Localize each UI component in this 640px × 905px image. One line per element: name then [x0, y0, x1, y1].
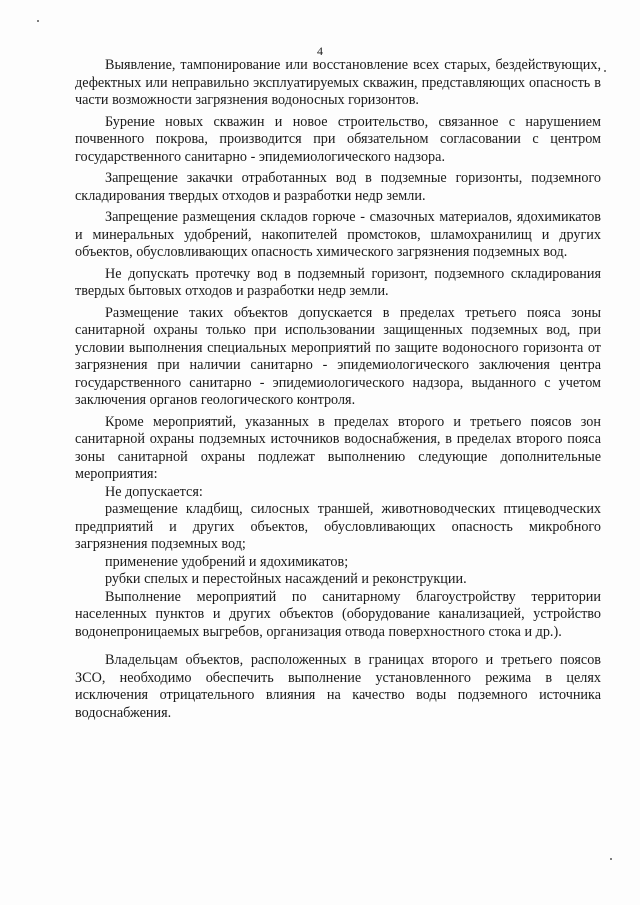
- paragraph-sanitary-improvement: Выполнение мероприятий по санитарному благоустройству территории населенных пунктов и других объектов (оборудование канализацией, устройство водонепроницаемых выгребов, организация отвода поверхностного стока и др.).: [75, 588, 601, 640]
- page-number: 4: [317, 44, 323, 58]
- list-item-fertilizers: применение удобрений и ядохимикатов;: [105, 553, 349, 570]
- scan-speck: [604, 70, 606, 72]
- paragraph-new-wells: Бурение новых скважин и новое строительство, связанное с нарушением почвенного покрова, производится при обязательном согласовании с центром государственного санитарно - эпидемиологического надзора.: [75, 113, 601, 165]
- body-text: [75, 57, 601, 722]
- list-item-cemeteries: размещение кладбищ, силосных траншей, животноводческих птицеводческих предприятий и других объектов, обусловливающих опасность микробного загрязнения подземных вод;: [75, 501, 601, 552]
- paragraph-storage-ban: Запрещение размещения складов горюче - смазочных материалов, ядохимикатов и минеральных удобрений, накопителей промстоков, шламохранилищ и других объектов, обусловливающих опасность химического загрязнения подземных вод.: [75, 209, 601, 260]
- paragraph-well-plugging: Выявление, тампонирование или восстановление всех старых, бездействующих, дефектных или неправильно эксплуатируемых скважин, представляющих опасность в части возможности загрязнения водоносных горизонтов.: [75, 57, 601, 108]
- paragraph-placement-conditions: Размещение таких объектов допускается в пределах третьего пояса зоны санитарной охраны только при использовании защищенных подземных вод, при условии выполнения специальных мероприятий по защите водоносного горизонта от загрязнения при наличии санитарно - эпидемиологического заключения центра государственного санитарно - эпидемиологического надзора, выданного с учетом заключения органов геологического контроля.: [75, 304, 601, 408]
- paragraph-leak-prevention: Не допускать протечку вод в подземный горизонт, подземного складирования твердых бытовых отходов и разработки недр земли.: [75, 265, 601, 299]
- paragraph-owners-obligation: Владельцам объектов, расположенных в границах второго и третьего поясов ЗСО, необходимо обеспечить выполнение установленного режима в целях исключения отрицательного влияния на качество воды подземного источника водоснабжения.: [75, 652, 601, 721]
- scan-speck: [610, 858, 612, 860]
- list-item-logging: рубки спелых и перестойных насаждений и реконструкции.: [105, 571, 467, 587]
- scan-speck: [37, 20, 39, 22]
- paragraph-injection-ban: Запрещение закачки отработанных вод в подземные горизонты, подземного складирования твердых отходов и разработки недр земли.: [75, 170, 601, 204]
- paragraph-additional-measures: Кроме мероприятий, указанных в пределах второго и третьего поясов зон санитарной охраны подземных источников водоснабжения, в пределах второго пояса зоны санитарной охраны подлежат выполнению следующие дополнительные мероприятия:: [75, 413, 601, 482]
- paragraph-not-allowed: Не допускается:: [105, 483, 203, 500]
